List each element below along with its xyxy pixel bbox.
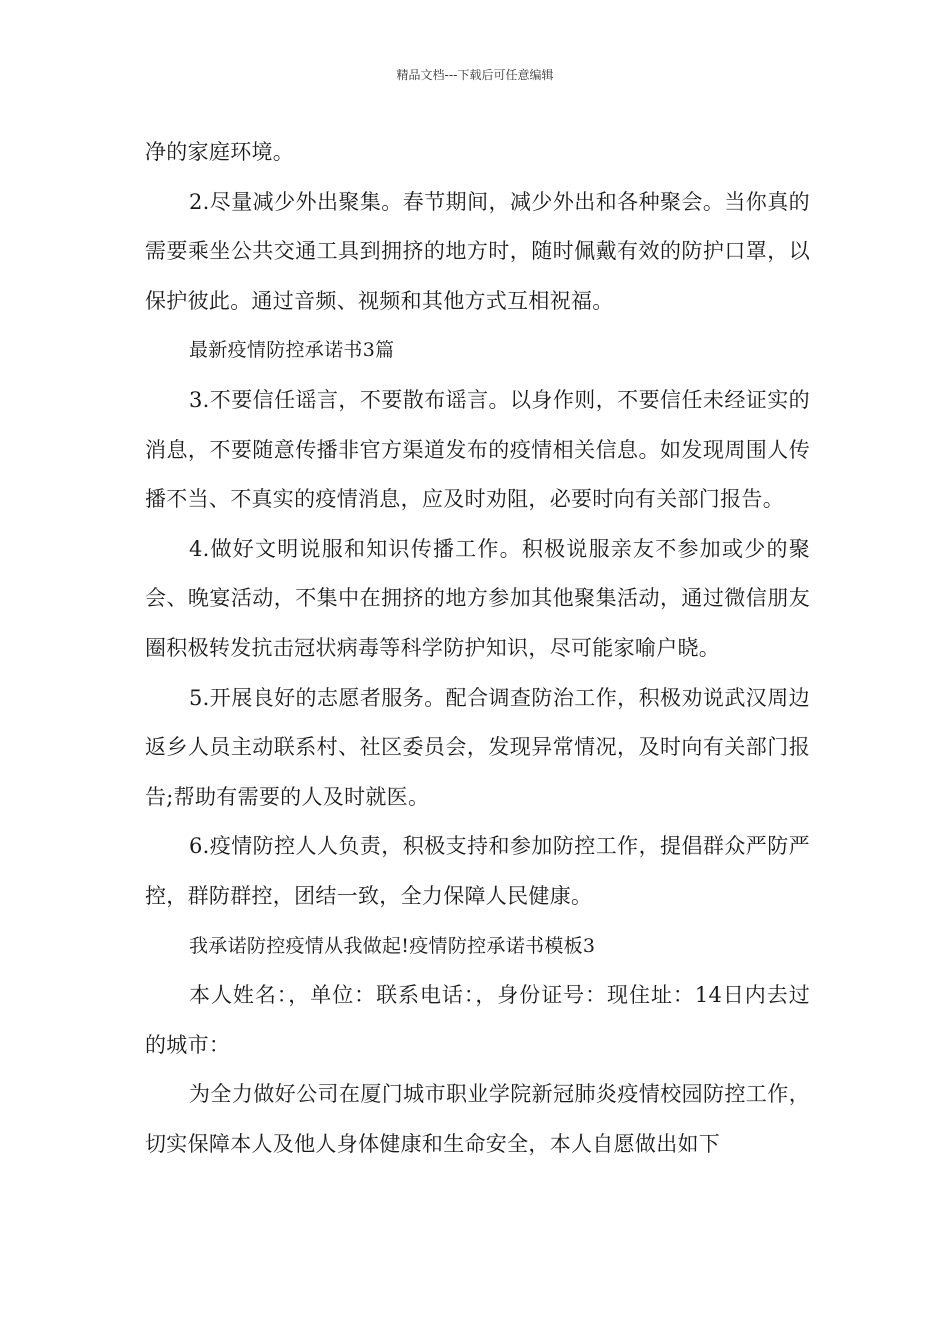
document-body (145, 128, 810, 1169)
paragraph-7: 本人姓名：，单位：联系电话：，身份证号：现住址：14日内去过的城市： (145, 983, 810, 1057)
paragraph-3: 3.不要信任谣言，不要散布谣言。以身作则，不要信任未经证实的消息，不要随意传播非官方渠道发布的疫情相关信息。如发现周围人传播不当、不真实的疫情消息，应及时劝阻，必要时向有关部门报告。 (145, 387, 810, 512)
paragraph-2: 2.尽量减少外出聚集。春节期间，减少外出和各种聚会。当你真的需要乘坐公共交通工具到拥挤的地方时，随时佩戴有效的防护口罩，以保护彼此。通过音频、视频和其他方式互相祝福。 (145, 189, 810, 313)
paragraph-1: 净的家庭环境。 (145, 140, 295, 164)
section-title-1: 最新疫情防控承诺书3篇 (189, 339, 395, 362)
section-title-2: 我承诺防控疫情从我做起!疫情防控承诺书模板3 (189, 934, 596, 957)
paragraph-8: 为全力做好公司在厦门城市职业学院新冠肺炎疫情校园防控工作，切实保障本人及他人身体健康和生命安全，本人自愿做出如下 (145, 1082, 810, 1156)
paragraph-5: 5.开展良好的志愿者服务。配合调查防治工作，积极劝说武汉周边返乡人员主动联系村、社区委员会，发现异常情况，及时向有关部门报告;帮助有需要的人及时就医。 (145, 685, 810, 809)
paragraph-4: 4.做好文明说服和知识传播工作。积极说服亲友不参加或少的聚会、晚宴活动，不集中在拥挤的地方参加其他聚集活动，通过微信朋友圈积极转发抗击冠状病毒等科学防护知识，尽可能家喻户晓。 (145, 536, 810, 660)
paragraph-6: 6.疫情防控人人负责，积极支持和参加防控工作，提倡群众严防严控，群防群控，团结一致，全力保障人民健康。 (145, 834, 810, 908)
page-header: 精品文档---下载后可任意编辑 (396, 68, 554, 82)
